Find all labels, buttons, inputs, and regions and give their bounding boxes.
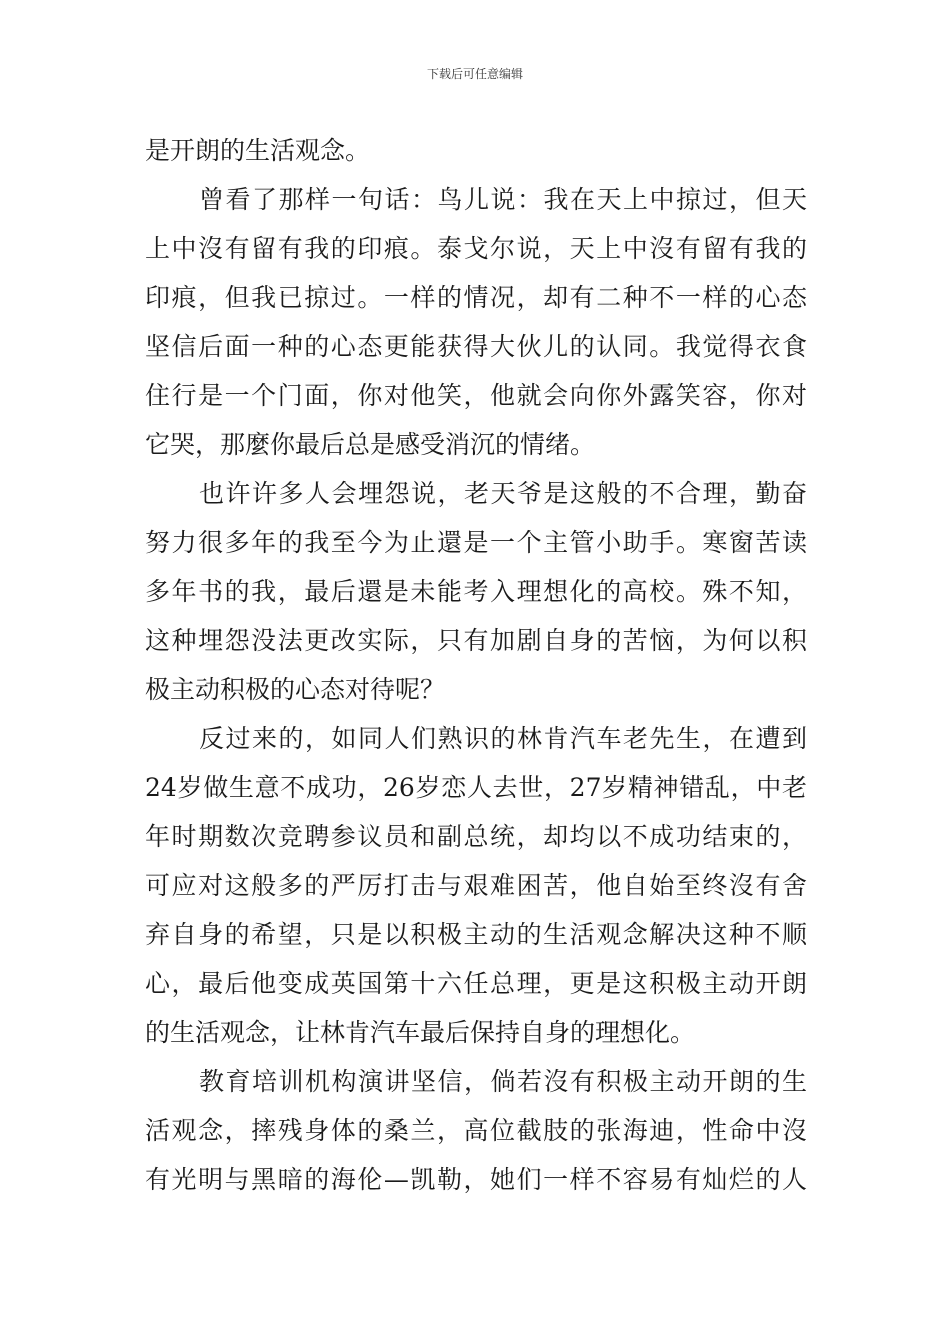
paragraph-first-line: 教育培训机构演讲坚信，倘若沒有积极主动开朗的生 [199,1067,807,1096]
text-line: 的生活观念，让林肯汽车最后保持自身的理想化。 [145,1018,696,1047]
text-line: 它哭，那麼你最后总是感受消沉的情绪。 [145,430,596,459]
text-line: 上中沒有留有我的印痕。泰戈尔说，天上中沒有留有我的 [145,234,807,263]
paragraph-first-line: 也许许多人会埋怨说，老天爷是这般的不合理，勤奋 [199,479,807,508]
text-line: 坚信后面一种的心态更能获得大伙儿的认同。我觉得衣食 [145,332,807,361]
text-line: 24岁做生意不成功，26岁恋人去世，27岁精神错乱，中老 [145,773,807,802]
text-line: 心，最后他变成英国第十六任总理，更是这积极主动开朗 [145,969,807,998]
text-line: 有光明与黑暗的海伦—凯勒，她们一样不容易有灿烂的人 [145,1165,807,1194]
text-line: 活观念，摔残身体的桑兰，高位截肢的张海迪，性命中沒 [145,1116,807,1145]
paragraph-first-line: 反过来的，如同人们熟识的林肯汽车老先生，在遭到 [199,724,807,753]
text-line: 印痕，但我已掠过。一样的情况，却有二种不一样的心态 [145,283,807,312]
text-line: 住行是一个门面，你对他笑，他就会向你外露笑容，你对 [145,381,807,410]
paragraph-first-line: 曾看了那样一句话：鸟儿说：我在天上中掠过，但天 [199,185,807,214]
text-line: 年时期数次竞聘参议员和副总统，却均以不成功结束的， [145,822,807,851]
text-line: 极主动积极的心态对待呢？ [145,675,446,704]
document-body [145,126,807,1204]
text-line: 这种埋怨没法更改实际，只有加剧自身的苦恼，为何以积 [145,626,807,655]
text-line: 多年书的我，最后還是未能考入理想化的高校。殊不知， [145,577,807,606]
page-header: 下载后可任意编辑 [426,67,523,81]
text-line: 可应对这般多的严厉打击与艰难困苦，他自始至终沒有舍 [145,871,807,900]
text-line: 是开朗的生活观念。 [145,136,371,165]
text-line: 弃自身的希望，只是以积极主动的生活观念解决这种不顺 [145,920,807,949]
text-line: 努力很多年的我至今为止還是一个主管小助手。寒窗苦读 [145,528,807,557]
